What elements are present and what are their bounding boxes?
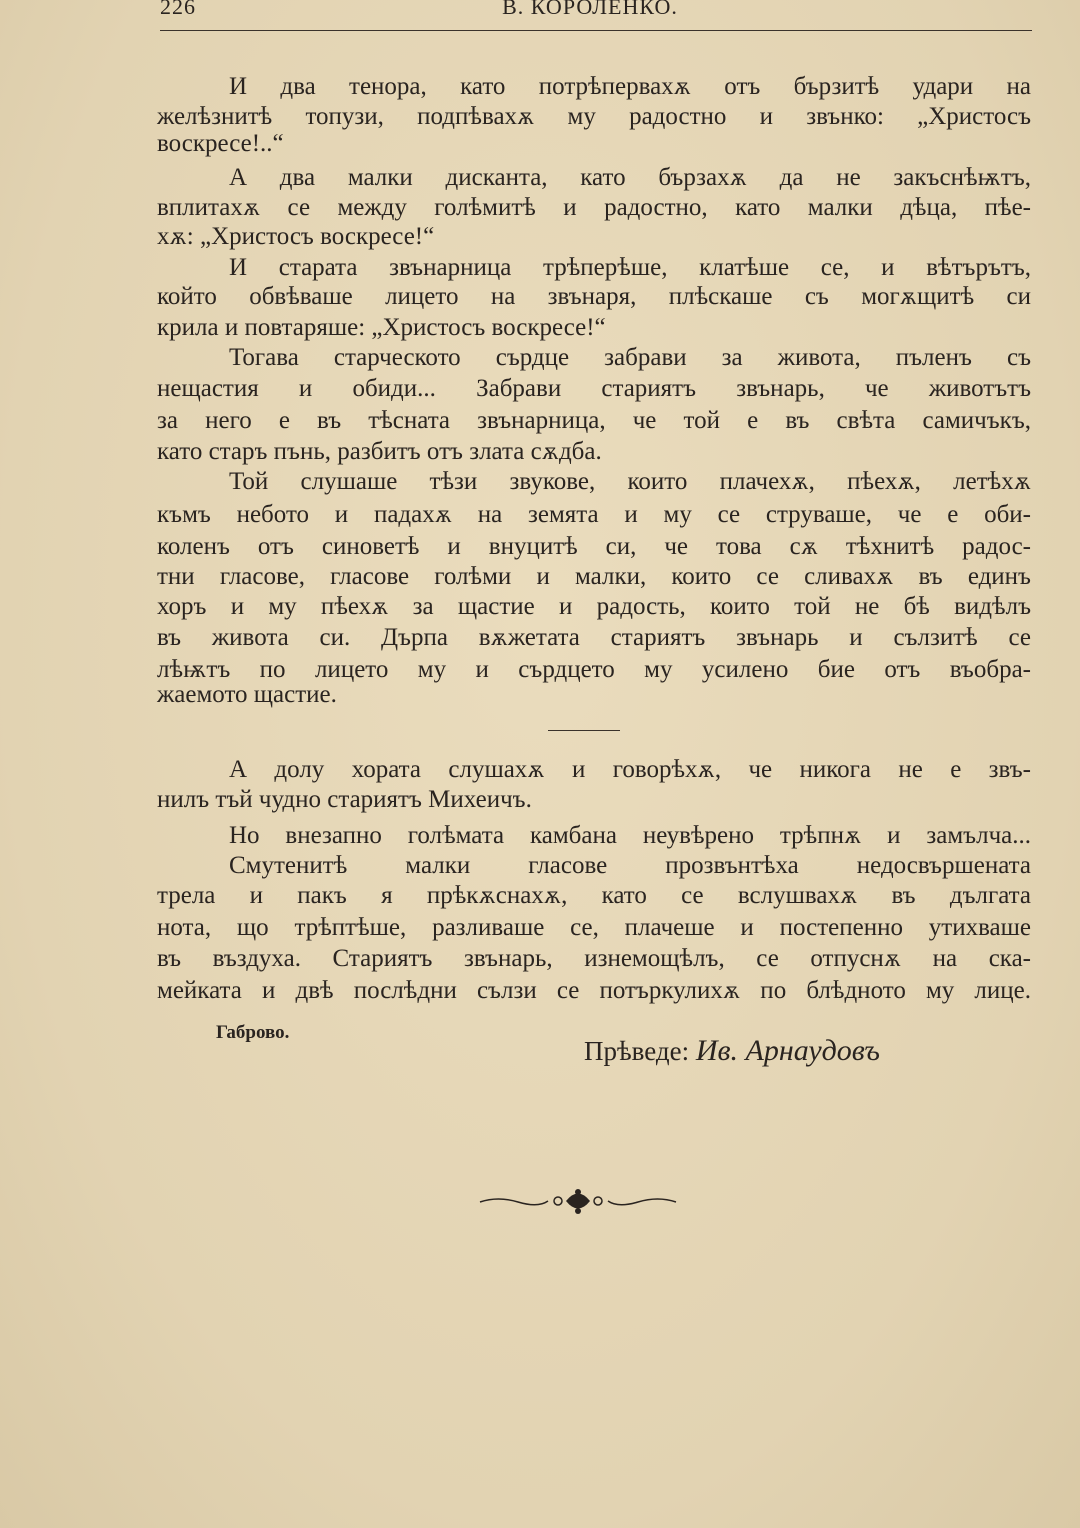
translator-name: Ив. Арнаудовъ — [695, 1034, 880, 1067]
text-line: мейката и двѣ послѣдни сълзи се потъркулихѫ по блѣдното му лице. — [157, 977, 1031, 1004]
text-line: нещастия и обиди... Забрави стариятъ звънарь, че животътъ — [157, 375, 1031, 402]
end-ornament-icon — [478, 1186, 678, 1216]
text-line: Тогава старческото сърдце забрави за живота, пъленъ съ — [229, 344, 1031, 371]
text-line: А долу хората слушахѫ и говорѣхѫ, че никога не е звъ- — [229, 756, 1031, 783]
text-line: крила и повтаряше: „Христосъ воскресе!“ — [157, 314, 606, 341]
text-line: вплитахѫ се между голѣмитѣ и радостно, като малки дѣца, пѣе- — [157, 194, 1031, 221]
text-line: който обвѣваше лицето на звънаря, плѣскаше съ могѫщитѣ си — [157, 283, 1031, 310]
text-line: тни гласове, гласове голѣми и малки, които се сливахѫ въ единъ — [157, 563, 1031, 590]
page-number: 226 — [160, 0, 196, 19]
text-line: И старата звънарница трѣперѣше, клатѣше се, и вѣтърътъ, — [229, 254, 1031, 281]
header-rule — [160, 30, 1032, 31]
text-line: хоръ и му пѣехѫ за щастие и радость, които той не бѣ видѣлъ — [157, 593, 1031, 620]
text-line: Смутенитѣ малки гласове прозвънтѣха недосвършената — [229, 852, 1031, 879]
text-line: жаемото щастие. — [157, 681, 337, 708]
text-line: трела и пакъ я прѣкѫснахѫ, като се вслушвахѫ въ дългата — [157, 882, 1031, 909]
text-line: И два тенора, като потрѣпервахѫ отъ бързитѣ удари на — [229, 73, 1031, 100]
translator-credit — [584, 1034, 880, 1068]
text-line: нилъ тъй чудно стариятъ Михеичъ. — [157, 786, 532, 813]
running-title: В. КОРОЛЕНКО. — [502, 0, 678, 19]
text-line: въ живота си. Дърпа вѫжетата стариятъ звънарь и сълзитѣ се — [157, 624, 1031, 651]
credit-label: Прѣведе: — [584, 1036, 690, 1066]
text-line: къмъ небото и падахѫ на земята и му се струваше, че е оби- — [157, 501, 1031, 528]
text-line: нота, що трѣптѣше, разливаше се, плачеше и постепенно утихваше — [157, 914, 1031, 941]
text-line: коленъ отъ синоветѣ и внуцитѣ си, че това сѫ тѣхнитѣ радос- — [157, 533, 1031, 560]
text-line: Но внезапно голѣмата камбана неувѣрено трѣпнѫ и замълча... — [229, 822, 1031, 849]
text-line: Той слушаше тѣзи звукове, които плачехѫ, пѣехѫ, летѣхѫ — [229, 468, 1031, 495]
text-line: хѫ: „Христосъ воскресе!“ — [157, 223, 435, 250]
text-line: за него е въ тѣсната звънарница, че той е въ свѣта самичъкъ, — [157, 407, 1031, 434]
text-line: въ въздуха. Стариятъ звънарь, изнемощѣлъ, се отпуснѫ на ска- — [157, 945, 1031, 972]
text-line: желѣзнитѣ топузи, подпѣвахѫ му радостно и звънко: „Христосъ — [157, 103, 1031, 130]
text-line: лѣѭтъ по лицето му и сърдцето му усилено бие отъ въобра- — [157, 656, 1031, 683]
place-name: Габрово. — [216, 1022, 290, 1043]
text-line: като старъ пънь, разбитъ отъ злата сѫдба. — [157, 438, 602, 465]
section-separator — [548, 730, 620, 731]
text-line: А два малки дисканта, като бързахѫ да не закъснѣѭтъ, — [229, 164, 1031, 191]
text-line: воскресе!..“ — [157, 130, 284, 157]
